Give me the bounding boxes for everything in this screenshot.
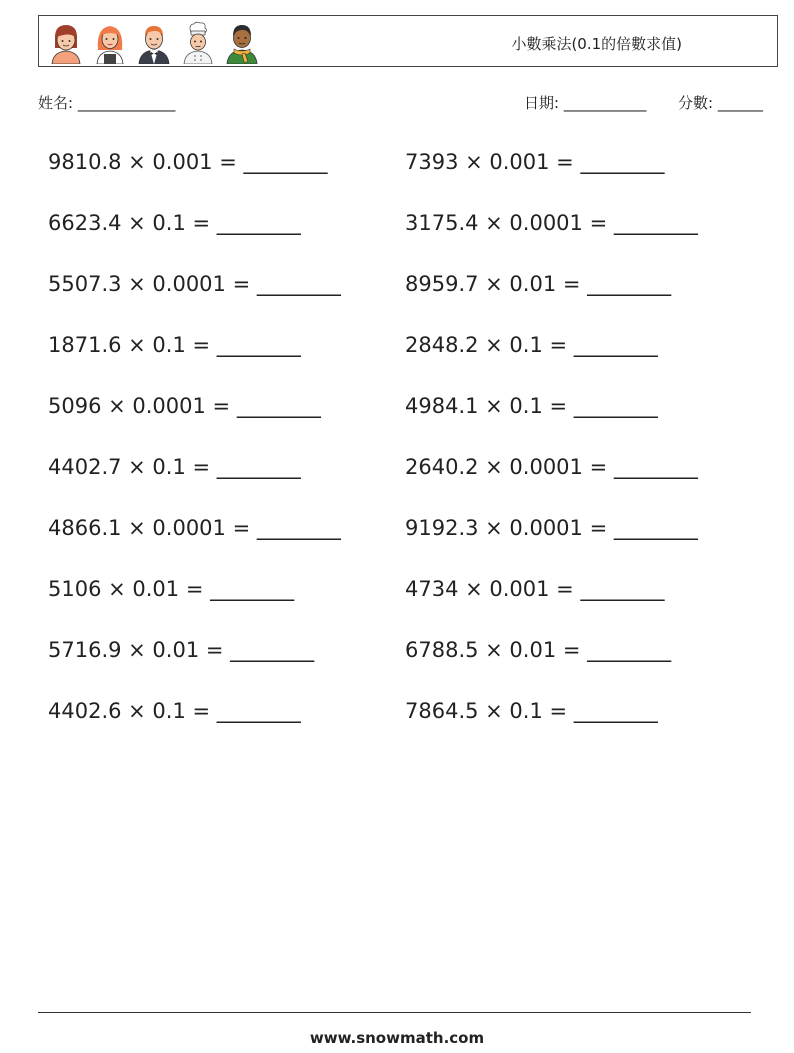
problem-item: 5096 × 0.0001 = ________ [48, 394, 321, 418]
name-field: 姓名: _____________ [38, 94, 176, 112]
problem-item: 7393 × 0.001 = ________ [405, 150, 665, 174]
chef-avatar-icon [179, 20, 217, 64]
problem-item: 1871.6 × 0.1 = ________ [48, 333, 301, 357]
woman-avatar-icon [91, 20, 129, 64]
avatar-strip [47, 20, 261, 64]
problem-row [48, 264, 768, 325]
problem-row [48, 142, 768, 203]
problem-item: 9810.8 × 0.001 = ________ [48, 150, 328, 174]
problem-item: 4734 × 0.001 = ________ [405, 577, 665, 601]
problem-row [48, 508, 768, 569]
problem-item: 4984.1 × 0.1 = ________ [405, 394, 658, 418]
problem-item: 3175.4 × 0.0001 = ________ [405, 211, 698, 235]
problem-row [48, 630, 768, 691]
problem-row [48, 203, 768, 264]
problem-row [48, 447, 768, 508]
problem-item: 4402.6 × 0.1 = ________ [48, 699, 301, 723]
problem-item: 4402.7 × 0.1 = ________ [48, 455, 301, 479]
problem-item: 4866.1 × 0.0001 = ________ [48, 516, 341, 540]
problem-row [48, 386, 768, 447]
problem-item: 5716.9 × 0.01 = ________ [48, 638, 315, 662]
problem-row [48, 325, 768, 386]
problem-item: 6623.4 × 0.1 = ________ [48, 211, 301, 235]
waiter-avatar-icon [135, 20, 173, 64]
date-field: 日期: ___________ [524, 94, 647, 112]
problem-grid [48, 142, 768, 752]
problem-item: 8959.7 × 0.01 = ________ [405, 272, 672, 296]
problem-row [48, 691, 768, 752]
problem-item: 5106 × 0.01 = ________ [48, 577, 295, 601]
problem-item: 7864.5 × 0.1 = ________ [405, 699, 658, 723]
girl-avatar-icon [47, 20, 85, 64]
footer-site-link[interactable]: www.snowmath.com [309, 1029, 485, 1047]
problem-item: 2640.2 × 0.0001 = ________ [405, 455, 698, 479]
worksheet-title: 小數乘法(0.1的倍數求值) [511, 35, 682, 53]
problem-item: 5507.3 × 0.0001 = ________ [48, 272, 341, 296]
problem-item: 9192.3 × 0.0001 = ________ [405, 516, 698, 540]
boy-scarf-avatar-icon [223, 20, 261, 64]
footer-divider [38, 1012, 751, 1013]
worksheet-header [38, 15, 778, 67]
problem-item: 2848.2 × 0.1 = ________ [405, 333, 658, 357]
problem-row [48, 569, 768, 630]
problem-item: 6788.5 × 0.01 = ________ [405, 638, 672, 662]
score-field: 分數: ______ [678, 94, 763, 112]
